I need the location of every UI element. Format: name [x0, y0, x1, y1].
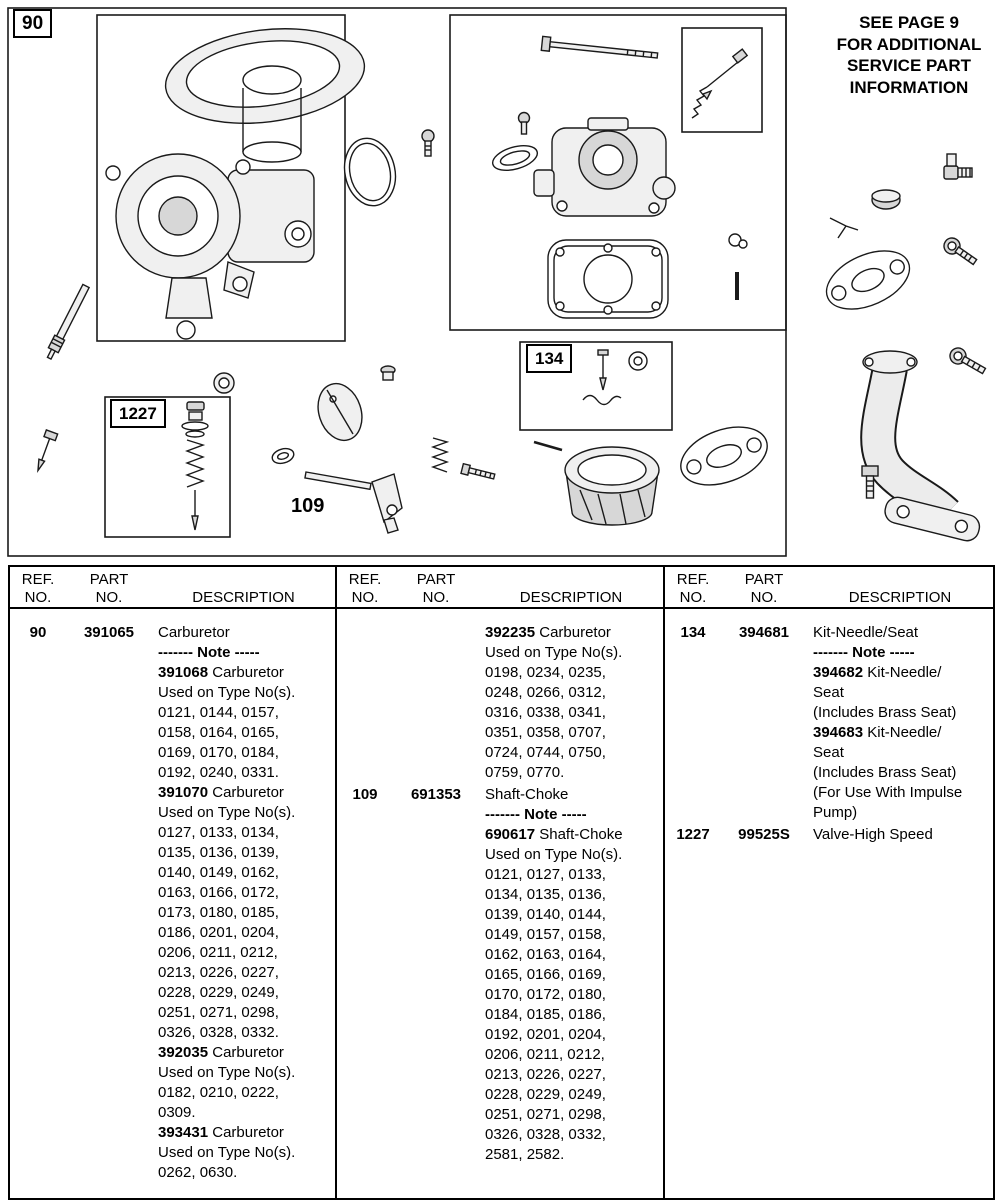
- description-line: Seat: [813, 744, 844, 761]
- description-line: 0262, 0630.: [158, 1164, 238, 1181]
- description-line: 0121, 0144, 0157,: [158, 704, 279, 721]
- service-note-line: SERVICE PART: [846, 56, 972, 75]
- description-line: ------- Note -----: [485, 806, 587, 823]
- description-line: 0326, 0328, 0332.: [158, 1024, 279, 1041]
- description-line: 0206, 0211, 0212,: [158, 944, 278, 961]
- cap-illustration: [872, 190, 900, 209]
- gasket-ring-illustration: [338, 134, 401, 211]
- description-line: 0213, 0226, 0227,: [158, 964, 279, 981]
- callout-90: 90: [13, 9, 52, 38]
- description-line: 0206, 0211, 0212,: [485, 1046, 605, 1063]
- description-line: 0165, 0166, 0169,: [485, 966, 606, 983]
- part-no-cell: [393, 623, 479, 783]
- ref-no-cell: 109: [352, 786, 378, 803]
- parts-table: [8, 565, 995, 1200]
- part-no-cell: 691353: [410, 786, 462, 803]
- part-no-cell: 394681: [738, 624, 790, 641]
- description-line: ------- Note -----: [158, 644, 260, 661]
- description-line: 0228, 0229, 0249,: [485, 1086, 606, 1103]
- part-no-header: PART NO.: [416, 571, 456, 606]
- small-gasket-illustration: [490, 141, 540, 175]
- ref-no-cell: 90: [29, 624, 47, 641]
- elbow-fitting-illustration: [944, 154, 972, 179]
- description-line: Used on Type No(s).: [158, 804, 296, 821]
- tee-fitting-illustration: [830, 218, 858, 238]
- spring-illustration: [433, 438, 447, 472]
- small-bolt-illustration: [519, 113, 530, 135]
- description-line: 0173, 0180, 0185,: [158, 904, 279, 921]
- description-line: Seat: [813, 684, 844, 701]
- bolt-illustration: [422, 130, 434, 156]
- table-header: [665, 567, 993, 609]
- parts-entry: [10, 623, 335, 1183]
- ref-no-header: REF. NO.: [676, 571, 710, 606]
- diaphragm-gasket-illustration: [548, 240, 668, 318]
- description-line: 690617 Shaft-Choke: [485, 826, 623, 843]
- description-line: ------- Note -----: [813, 644, 915, 661]
- description-line: 0182, 0210, 0222,: [158, 1084, 279, 1101]
- parts-list: [665, 609, 993, 845]
- high-speed-valve-illustration: [182, 402, 208, 530]
- diagram-outer-box: [8, 8, 786, 556]
- float-needle-illustration: [32, 430, 57, 473]
- bowl-gasket-illustration: [673, 416, 775, 496]
- description-line: Carburetor: [158, 624, 230, 641]
- carburetor-body-illustration: [106, 154, 314, 339]
- service-note-line: FOR ADDITIONAL: [836, 34, 982, 54]
- description-header: DESCRIPTION: [848, 589, 952, 606]
- ref-no-header: REF. NO.: [21, 571, 55, 606]
- description-cell: [479, 785, 663, 1165]
- description-line: 0170, 0172, 0180,: [485, 986, 606, 1003]
- callout-134: 134: [526, 344, 572, 373]
- part-no-cell: 99525S: [738, 826, 790, 843]
- parts-column-2: [337, 567, 665, 1198]
- description-line: 394683 Kit-Needle/: [813, 724, 942, 741]
- description-line: 0162, 0163, 0164,: [485, 946, 606, 963]
- dowel-pin-illustration: [534, 442, 562, 450]
- description-line: 0149, 0157, 0158,: [485, 926, 606, 943]
- description-line: Shaft-Choke: [485, 786, 569, 803]
- description-line: Used on Type No(s).: [485, 644, 623, 661]
- description-line: 391070 Carburetor: [158, 784, 284, 801]
- service-note-line: SEE PAGE 9: [859, 13, 959, 32]
- parts-entry: [337, 623, 663, 783]
- description-line: 0135, 0136, 0139,: [158, 844, 279, 861]
- description-line: 0158, 0164, 0165,: [158, 724, 279, 741]
- description-header: DESCRIPTION: [192, 589, 295, 606]
- description-line: 0316, 0338, 0341,: [485, 704, 606, 721]
- part-no-cell: 391065: [83, 624, 135, 641]
- ref-no-header: REF. NO.: [348, 571, 382, 606]
- description-line: 0251, 0271, 0298,: [158, 1004, 279, 1021]
- description-line: 0121, 0127, 0133,: [485, 866, 606, 883]
- intake-elbow-illustration: [863, 351, 982, 543]
- diagram-section: [0, 0, 1000, 565]
- air-cleaner-base-illustration: [160, 18, 370, 162]
- hex-screw-illustration: [941, 235, 980, 269]
- description-line: 392035 Carburetor: [158, 1044, 284, 1061]
- description-line: Used on Type No(s).: [158, 1144, 296, 1161]
- description-line: 0192, 0201, 0204,: [485, 1026, 606, 1043]
- description-line: 0251, 0271, 0298,: [485, 1106, 606, 1123]
- description-line: 393431 Carburetor: [158, 1124, 284, 1141]
- table-header: [10, 567, 335, 609]
- description-line: (For Use With Impulse: [813, 784, 963, 801]
- description-line: 0127, 0133, 0134,: [158, 824, 279, 841]
- description-cell: [807, 623, 993, 823]
- fuel-pickup-tube-illustration: [44, 284, 91, 361]
- part-no-header: PART NO.: [89, 571, 129, 606]
- description-line: 0134, 0135, 0136,: [485, 886, 606, 903]
- description-line: 0213, 0226, 0227,: [485, 1066, 606, 1083]
- hex-screw-2-illustration: [947, 345, 988, 378]
- description-cell: [807, 825, 993, 845]
- parts-column-3: [665, 567, 993, 1198]
- service-note-line: INFORMATION: [849, 77, 969, 97]
- description-line: 0192, 0240, 0331.: [158, 764, 279, 781]
- description-line: Valve-High Speed: [813, 826, 933, 843]
- needle-spring-inset-illustration: [692, 49, 747, 118]
- description-line: 0759, 0770.: [485, 764, 565, 781]
- description-line: 0184, 0185, 0186,: [485, 1006, 606, 1023]
- parts-column-1: [10, 567, 337, 1198]
- seal-illustration: [270, 446, 295, 466]
- washer-illustration: [214, 373, 234, 393]
- description-line: (Includes Brass Seat): [813, 764, 957, 781]
- ref-no-cell: 1227: [676, 826, 710, 843]
- bowl-screw-illustration: [541, 36, 658, 62]
- part-no-header: PART NO.: [744, 571, 784, 606]
- description-line: Used on Type No(s).: [158, 1064, 296, 1081]
- description-line: 0351, 0358, 0707,: [485, 724, 606, 741]
- description-line: 392235 Carburetor: [485, 624, 611, 641]
- table-header: [337, 567, 663, 609]
- description-line: 0186, 0201, 0204,: [158, 924, 279, 941]
- needle-seat-kit-illustration: [583, 350, 647, 405]
- parts-list: [10, 609, 335, 1183]
- description-header: DESCRIPTION: [519, 589, 623, 606]
- ref-no-cell: 134: [680, 624, 706, 641]
- ref-no-cell: [337, 623, 393, 783]
- description-line: Kit-Needle/Seat: [813, 624, 919, 641]
- service-note: [820, 12, 998, 98]
- description-cell: [152, 623, 335, 1183]
- plug-illustration: [381, 366, 395, 380]
- parts-entry: [665, 623, 993, 823]
- description-line: 0309.: [158, 1104, 196, 1121]
- clamp-illustration: [729, 234, 747, 248]
- carburetor-upper-body-illustration: [534, 118, 675, 216]
- callout-1227: 1227: [110, 399, 166, 428]
- parts-entry: [337, 785, 663, 1165]
- idle-screw-illustration: [461, 464, 495, 482]
- description-line: 0169, 0170, 0184,: [158, 744, 279, 761]
- choke-plate-illustration: [311, 378, 369, 446]
- description-line: 0228, 0229, 0249,: [158, 984, 279, 1001]
- parts-list: [337, 609, 663, 1165]
- description-line: 0139, 0140, 0144,: [485, 906, 606, 923]
- description-line: 0724, 0744, 0750,: [485, 744, 606, 761]
- float-bowl-illustration: [565, 447, 659, 525]
- description-line: 394682 Kit-Needle/: [813, 664, 942, 681]
- description-cell: [479, 623, 663, 783]
- description-line: Used on Type No(s).: [158, 684, 296, 701]
- description-line: 2581, 2582.: [485, 1146, 565, 1163]
- description-line: Used on Type No(s).: [485, 846, 623, 863]
- parts-entry: [665, 825, 993, 845]
- description-line: 391068 Carburetor: [158, 664, 284, 681]
- description-line: 0326, 0328, 0332,: [485, 1126, 606, 1143]
- description-line: (Includes Brass Seat): [813, 704, 957, 721]
- description-line: 0248, 0266, 0312,: [485, 684, 606, 701]
- callout-109: 109: [291, 495, 325, 517]
- description-line: Pump): [813, 804, 858, 821]
- description-line: 0198, 0234, 0235,: [485, 664, 606, 681]
- description-line: 0163, 0166, 0172,: [158, 884, 279, 901]
- flange-gasket-illustration: [818, 239, 919, 320]
- description-line: 0140, 0149, 0162,: [158, 864, 279, 881]
